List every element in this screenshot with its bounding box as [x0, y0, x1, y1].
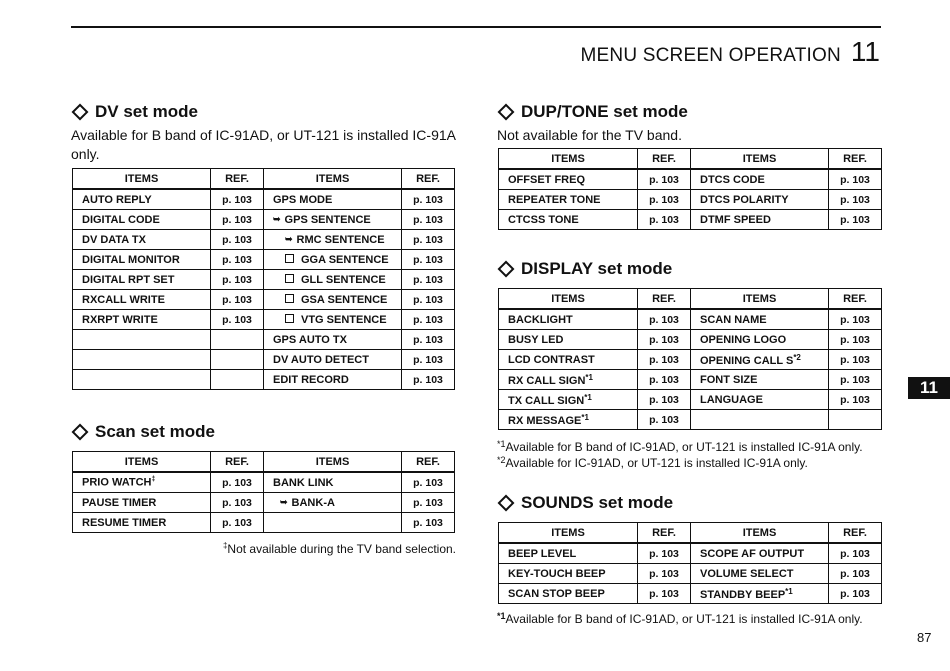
table-row — [499, 564, 882, 584]
item-cell: RX CALL SIGN$^{*1}$ — [499, 370, 638, 390]
table-row — [73, 472, 455, 493]
ref-cell: p. 103 — [638, 309, 691, 330]
item-cell: PAUSE TIMER — [73, 493, 211, 513]
col-items: ITEMS — [499, 523, 638, 544]
arrow-right-icon: ➥ — [280, 496, 288, 507]
item-cell — [73, 350, 211, 370]
arrow-right-icon: ➥ — [273, 213, 281, 224]
checkbox-icon — [285, 294, 294, 303]
item-cell: RESUME TIMER — [73, 513, 211, 533]
ref-cell: p. 103 — [829, 350, 882, 370]
footnote-mark: *1 — [584, 392, 592, 402]
ref-cell: p. 103 — [211, 290, 264, 310]
table-row — [499, 330, 882, 350]
col-items: ITEMS — [691, 289, 829, 310]
ref-cell: p. 103 — [211, 513, 264, 533]
dup-description: Not available for the TV band. — [497, 127, 682, 143]
ref-cell: p. 103 — [829, 169, 882, 190]
ref-cell: p. 103 — [829, 309, 882, 330]
col-ref: REF. — [638, 289, 691, 310]
arrow-right-icon: ➥ — [285, 233, 293, 244]
table-header-row — [499, 149, 882, 170]
table-header-row — [73, 169, 455, 190]
item-cell: EDIT RECORD — [264, 370, 402, 390]
table-row — [73, 270, 455, 290]
ref-cell: p. 103 — [638, 169, 691, 190]
ref-cell: p. 103 — [402, 493, 455, 513]
ref-cell: p. 103 — [402, 210, 455, 230]
item-cell: TX CALL SIGN$^{*1}$ — [499, 390, 638, 410]
item-cell: VTG SENTENCE — [264, 310, 402, 330]
top-rule — [71, 26, 881, 28]
ref-cell: p. 103 — [638, 543, 691, 564]
item-cell — [73, 370, 211, 390]
ref-cell: p. 103 — [402, 270, 455, 290]
dv-section-title: DV set mode — [71, 102, 198, 122]
scan-footnote: ‡Not available during the TV band selection. — [222, 541, 456, 556]
ref-cell: p. 103 — [829, 564, 882, 584]
diamond-icon — [72, 424, 89, 441]
item-cell: DTMF SPEED — [691, 210, 829, 230]
sounds-section-title: SOUNDS set mode — [497, 493, 673, 513]
ref-cell: p. 103 — [829, 543, 882, 564]
table-row — [73, 290, 455, 310]
col-items: ITEMS — [691, 149, 829, 170]
footnote-mark: *1 — [585, 372, 593, 382]
ref-cell: p. 103 — [211, 230, 264, 250]
col-ref: REF. — [211, 169, 264, 190]
item-cell: GGA SENTENCE — [264, 250, 402, 270]
ref-cell: p. 103 — [402, 230, 455, 250]
ref-cell — [211, 350, 264, 370]
table-row — [73, 210, 455, 230]
item-cell: DV DATA TX — [73, 230, 211, 250]
item-cell: DIGITAL MONITOR — [73, 250, 211, 270]
item-cell: RX MESSAGE$^{*1}$ — [499, 410, 638, 430]
item-cell: LANGUAGE — [691, 390, 829, 410]
item-cell: CTCSS TONE — [499, 210, 638, 230]
ref-cell: p. 103 — [211, 310, 264, 330]
ref-cell: p. 103 — [402, 370, 455, 390]
table-row — [499, 169, 882, 190]
footnote-mark: *2 — [793, 352, 801, 362]
item-cell: OPENING LOGO — [691, 330, 829, 350]
table-row — [73, 189, 455, 210]
ref-cell: p. 103 — [638, 370, 691, 390]
col-ref: REF. — [638, 523, 691, 544]
col-ref: REF. — [638, 149, 691, 170]
item-cell: OFFSET FREQ — [499, 169, 638, 190]
ref-cell: p. 103 — [638, 210, 691, 230]
table-header-row — [499, 523, 882, 544]
table-row — [499, 390, 882, 410]
ref-cell: p. 103 — [402, 250, 455, 270]
ref-cell: p. 103 — [402, 330, 455, 350]
item-cell: BANK LINK — [264, 472, 402, 493]
item-cell: KEY-TOUCH BEEP — [499, 564, 638, 584]
item-cell: RXCALL WRITE — [73, 290, 211, 310]
ref-cell: p. 103 — [402, 513, 455, 533]
page-number: 87 — [917, 630, 932, 645]
checkbox-icon — [285, 254, 294, 263]
dup-section-title: DUP/TONE set mode — [497, 102, 688, 122]
chapter-side-tab: 11 — [908, 377, 950, 399]
item-cell: BUSY LED — [499, 330, 638, 350]
table-row — [73, 310, 455, 330]
item-cell — [73, 330, 211, 350]
item-cell — [264, 513, 402, 533]
table-row — [73, 230, 455, 250]
col-ref: REF. — [402, 169, 455, 190]
col-items: ITEMS — [73, 452, 211, 473]
sounds-footnote: $^{*1}$Available for B band of IC-91AD, or UT-121 is installed IC-91A only. — [497, 611, 863, 626]
table-row — [499, 210, 882, 230]
chapter-number: 11 — [850, 36, 880, 67]
table-row — [499, 350, 882, 370]
ref-cell — [829, 410, 882, 430]
item-cell: ➥ GPS SENTENCE — [264, 210, 402, 230]
item-cell: SCAN STOP BEEP — [499, 584, 638, 604]
ref-cell: p. 103 — [638, 330, 691, 350]
ref-cell: p. 103 — [829, 210, 882, 230]
item-cell: OPENING CALL $S^{*2}$ — [691, 350, 829, 370]
diamond-icon — [72, 104, 89, 121]
ref-cell: p. 103 — [638, 350, 691, 370]
chapter-header — [581, 36, 880, 68]
ref-cell: p. 103 — [829, 330, 882, 350]
table-row — [499, 370, 882, 390]
diamond-icon — [498, 261, 515, 278]
ref-cell: p. 103 — [211, 472, 264, 493]
ref-cell: p. 103 — [402, 350, 455, 370]
dup-table — [498, 148, 882, 230]
chapter-title: MENU SCREEN OPERATION — [580, 45, 841, 66]
col-items: ITEMS — [499, 289, 638, 310]
table-row — [499, 410, 882, 430]
ref-cell: p. 103 — [638, 390, 691, 410]
ref-cell: p. 103 — [638, 190, 691, 210]
ref-cell: p. 103 — [829, 584, 882, 604]
table-row — [73, 493, 455, 513]
checkbox-icon — [285, 314, 294, 323]
col-ref: REF. — [829, 523, 882, 544]
table-row — [499, 584, 882, 604]
table-row — [73, 330, 455, 350]
footnote-mark: *1 — [785, 586, 793, 596]
checkbox-icon — [285, 274, 294, 283]
ref-cell: p. 103 — [211, 210, 264, 230]
scan-section-title: Scan set mode — [71, 422, 215, 442]
display-footnote-2: $^{*2}$Available for IC-91AD, or UT-121 is installed IC-91A only. — [497, 455, 808, 470]
table-row — [73, 370, 455, 390]
item-cell: DIGITAL RPT SET — [73, 270, 211, 290]
ref-cell — [211, 370, 264, 390]
item-cell: SCOPE AF OUTPUT — [691, 543, 829, 564]
item-cell: VOLUME SELECT — [691, 564, 829, 584]
item-cell: GSA SENTENCE — [264, 290, 402, 310]
ref-cell: p. 103 — [402, 472, 455, 493]
item-cell: FONT SIZE — [691, 370, 829, 390]
ref-cell: p. 103 — [638, 584, 691, 604]
item-cell: DIGITAL CODE — [73, 210, 211, 230]
item-cell — [691, 410, 829, 430]
item-cell: BACKLIGHT — [499, 309, 638, 330]
ref-cell: p. 103 — [829, 190, 882, 210]
col-items: ITEMS — [264, 169, 402, 190]
item-cell: ➥ RMC SENTENCE — [264, 230, 402, 250]
display-section-title: DISPLAY set mode — [497, 259, 672, 279]
scan-table — [72, 451, 455, 533]
table-row — [73, 513, 455, 533]
item-cell: GPS MODE — [264, 189, 402, 210]
ref-cell: p. 103 — [638, 564, 691, 584]
display-footnote-1: $^{*1}$Available for B band of IC-91AD, or UT-121 is installed IC-91A only. — [497, 439, 863, 454]
table-row — [499, 190, 882, 210]
item-cell: BEEP LEVEL — [499, 543, 638, 564]
dv-description: Available for B band of IC-91AD, or UT-121 is installed IC-91A only. — [71, 127, 456, 162]
ref-cell: p. 103 — [402, 290, 455, 310]
item-cell: AUTO REPLY — [73, 189, 211, 210]
ref-cell: p. 103 — [402, 189, 455, 210]
item-cell: PRIO WATCH‡ — [73, 472, 211, 493]
table-header-row — [499, 289, 882, 310]
dv-table — [72, 168, 455, 390]
item-cell: REPEATER TONE — [499, 190, 638, 210]
table-row — [499, 543, 882, 564]
col-items: ITEMS — [499, 149, 638, 170]
col-ref: REF. — [829, 149, 882, 170]
ref-cell: p. 103 — [211, 270, 264, 290]
dagger-mark: ‡ — [151, 476, 156, 484]
diamond-icon — [498, 495, 515, 512]
col-ref: REF. — [829, 289, 882, 310]
ref-cell: p. 103 — [211, 493, 264, 513]
table-row — [499, 309, 882, 330]
item-cell: DTCS POLARITY — [691, 190, 829, 210]
sounds-table — [498, 522, 882, 604]
ref-cell: p. 103 — [829, 390, 882, 410]
ref-cell — [211, 330, 264, 350]
footnote-mark: *1 — [581, 412, 589, 422]
item-cell: DTCS CODE — [691, 169, 829, 190]
col-ref: REF. — [211, 452, 264, 473]
table-header-row — [73, 452, 455, 473]
item-cell: GPS AUTO TX — [264, 330, 402, 350]
item-cell: GLL SENTENCE — [264, 270, 402, 290]
col-items: ITEMS — [264, 452, 402, 473]
ref-cell: p. 103 — [402, 310, 455, 330]
ref-cell: p. 103 — [211, 250, 264, 270]
ref-cell: p. 103 — [829, 370, 882, 390]
item-cell: SCAN NAME — [691, 309, 829, 330]
display-table — [498, 288, 882, 430]
item-cell: LCD CONTRAST — [499, 350, 638, 370]
item-cell: RXRPT WRITE — [73, 310, 211, 330]
item-cell: STANDBY BEEP$^{*1}$ — [691, 584, 829, 604]
col-items: ITEMS — [73, 169, 211, 190]
table-row — [73, 250, 455, 270]
ref-cell: p. 103 — [211, 189, 264, 210]
col-ref: REF. — [402, 452, 455, 473]
item-cell: ➥ BANK-A — [264, 493, 402, 513]
ref-cell: p. 103 — [638, 410, 691, 430]
diamond-icon — [498, 104, 515, 121]
col-items: ITEMS — [691, 523, 829, 544]
item-cell: DV AUTO DETECT — [264, 350, 402, 370]
table-row — [73, 350, 455, 370]
